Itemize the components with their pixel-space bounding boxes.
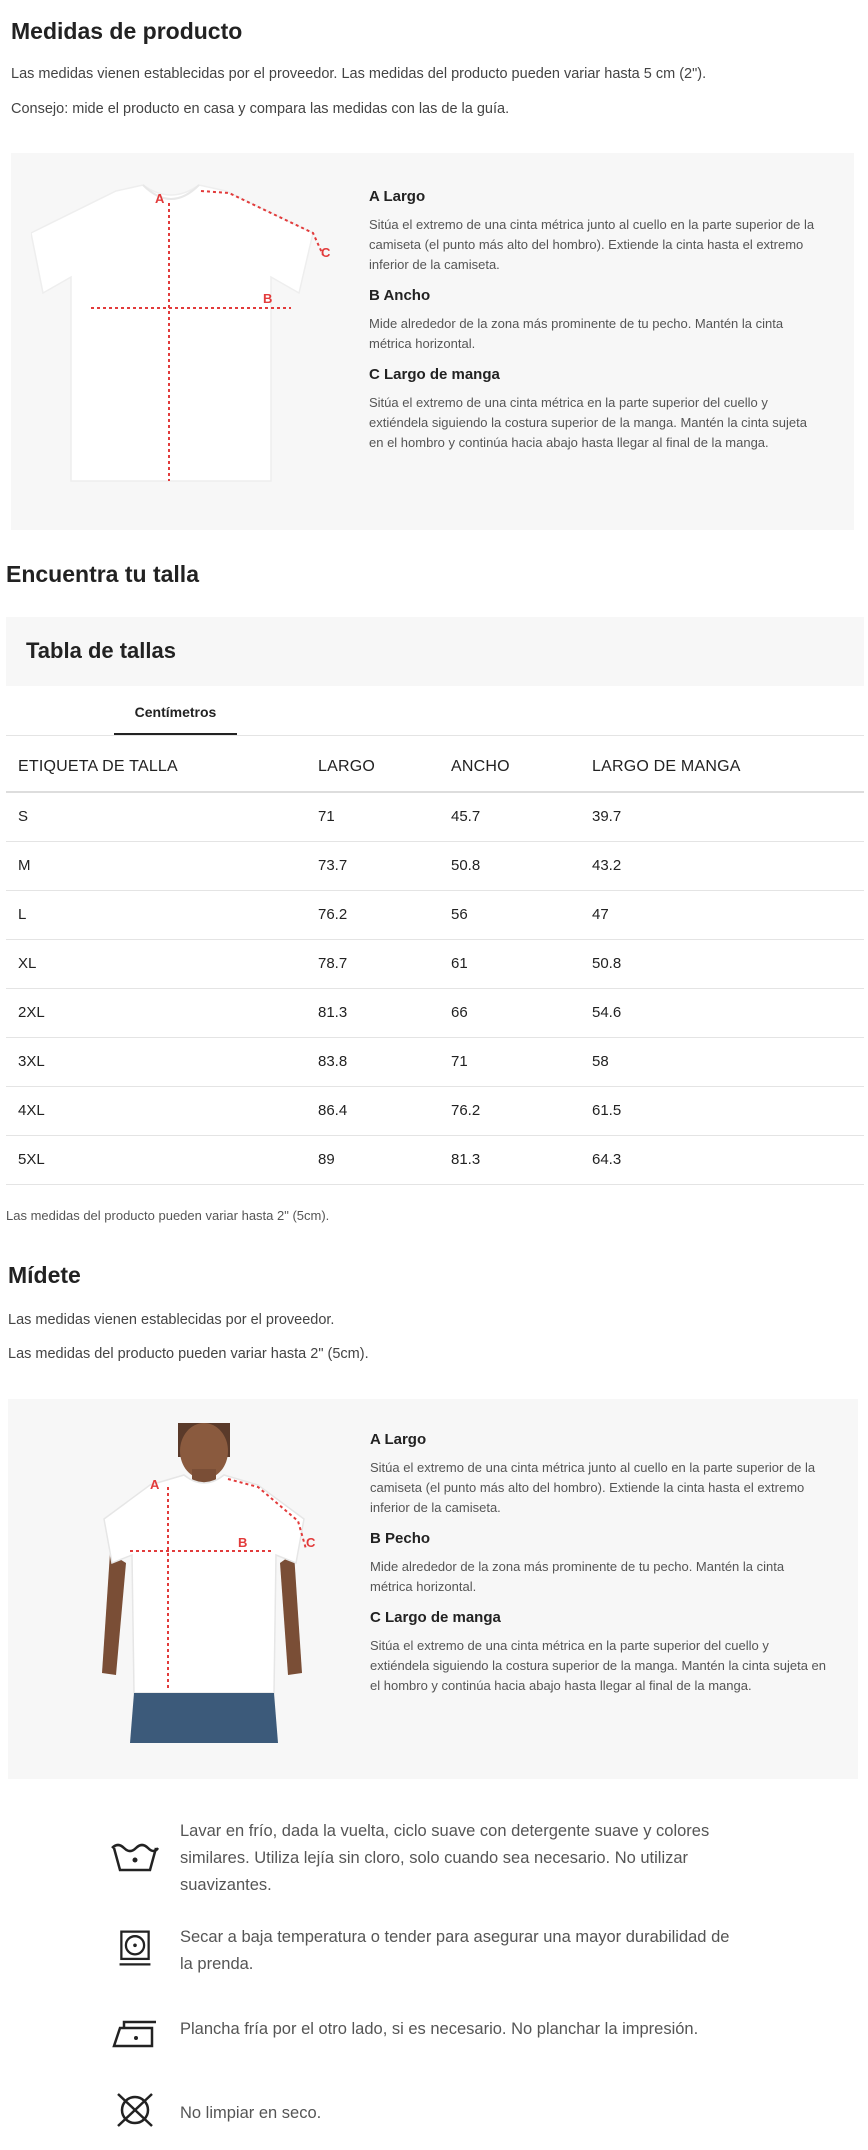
table-row [6,1135,864,1184]
cell-sleeve: 64.3 [580,1135,864,1184]
cell-size: L [6,890,306,939]
tab-divider [6,735,864,736]
cell-length: 73.7 [306,841,439,890]
guide-item-desc: Sitúa el extremo de una cinta métrica junto al cuello en la parte superior de la camiseta (el punto más alto del hombro). Extiende la cinta hasta el extremo inferior de la camiseta. [369,217,815,272]
table-header-row [6,743,864,792]
body-measure-guide [8,1399,858,1779]
cell-width: 56 [439,890,580,939]
table-row [6,890,864,939]
cell-size: S [6,792,306,841]
size-chart-header [6,617,864,686]
cell-sleeve: 61.5 [580,1086,864,1135]
cell-length: 71 [306,792,439,841]
tshirt-flat-diagram [31,173,351,503]
table-row [6,792,864,841]
care-item-dry [110,1924,750,1984]
guide-item-title: C Largo de manga [369,366,500,383]
size-table-note: Las medidas del producto pueden variar hasta 2" (5cm). [6,1208,330,1223]
cell-length: 83.8 [306,1037,439,1086]
diagram-label-c: C [306,1535,316,1550]
care-text: No limpiar en seco. [180,2104,322,2122]
cell-size: 2XL [6,988,306,1037]
cell-length: 76.2 [306,890,439,939]
cell-sleeve: 54.6 [580,988,864,1037]
cell-sleeve: 43.2 [580,841,864,890]
col-header-size: ETIQUETA DE TALLA [6,743,306,792]
measures-tip: Consejo: mide el producto en casa y compara las medidas con las de la guía. [11,101,510,117]
product-measure-guide [11,153,854,530]
cell-sleeve: 47 [580,890,864,939]
cell-width: 81.3 [439,1135,580,1184]
cell-size: M [6,841,306,890]
cell-length: 89 [306,1135,439,1184]
no-dry-clean-icon [110,2090,160,2130]
col-header-width: ANCHO [439,743,580,792]
cell-width: 66 [439,988,580,1037]
col-header-sleeve: LARGO DE MANGA [580,743,864,792]
table-row [6,1037,864,1086]
guide-item-desc: Mide alrededor de la zona más prominente de tu pecho. Mantén la cinta métrica horizontal. [369,316,784,351]
measure-yourself-p2: Las medidas del producto pueden variar hasta 2" (5cm). [8,1346,369,1362]
table-row [6,1086,864,1135]
table-row [6,939,864,988]
cell-size: 3XL [6,1037,306,1086]
guide-item-title: A Largo [369,188,426,205]
diagram-label-a: A [155,191,165,206]
table-row [6,841,864,890]
guide-item-title: A Largo [370,1431,427,1448]
measures-intro: Las medidas vienen establecidas por el proveedor. Las medidas del producto pueden variar hasta 5 cm (2"). [11,66,707,82]
cell-size: XL [6,939,306,988]
cell-sleeve: 58 [580,1037,864,1086]
cell-size: 5XL [6,1135,306,1184]
cell-size: 4XL [6,1086,306,1135]
care-item-iron [110,2016,750,2056]
cell-width: 45.7 [439,792,580,841]
care-item-dry-clean [110,2094,750,2134]
cell-length: 86.4 [306,1086,439,1135]
guide-item-title: B Pecho [370,1530,431,1547]
guide-item-title: B Ancho [369,287,431,304]
iron-low-icon [110,2014,160,2054]
cell-sleeve: 39.7 [580,792,864,841]
diagram-label-c: C [321,245,331,260]
measure-yourself-p1: Las medidas vienen establecidas por el proveedor. [8,1312,335,1328]
cell-width: 71 [439,1037,580,1086]
table-row [6,988,864,1037]
cell-length: 78.7 [306,939,439,988]
care-text: Plancha fría por el otro lado, si es necesario. No planchar la impresión. [180,2020,699,2038]
size-table [6,743,864,1185]
guide-item-desc: Sitúa el extremo de una cinta métrica en la parte superior del cuello y extiéndela siguiendo la costura superior de la manga. Mantén la cinta sujeta en el hombro y continúa hacia abajo hasta llegar al final de la manga. [370,1638,827,1693]
diagram-label-b: B [263,291,273,306]
wash-cold-icon [110,1838,160,1878]
diagram-label-a: A [150,1477,160,1492]
cell-width: 50.8 [439,841,580,890]
guide-item-desc: Mide alrededor de la zona más prominente de tu pecho. Mantén la cinta métrica horizontal. [370,1559,785,1594]
size-chart-title: Tabla de tallas [26,638,176,663]
col-header-length: LARGO [306,743,439,792]
guide-item-desc: Sitúa el extremo de una cinta métrica junto al cuello en la parte superior de la camiseta (el punto más alto del hombro). Extiende la cinta hasta el extremo inferior de la camiseta. [370,1460,816,1515]
diagram-label-b: B [238,1535,248,1550]
care-text: Lavar en frío, dada la vuelta, ciclo suave con detergente suave y colores similares. Utiliza lejía sin cloro, solo cuando sea necesario. No utilizar suavizantes. [180,1822,710,1894]
guide-item-title: C Largo de manga [370,1609,501,1626]
care-text: Secar a baja temperatura o tender para asegurar una mayor durabilidad de la prenda. [180,1928,730,1973]
cell-width: 76.2 [439,1086,580,1135]
guide-item-desc: Sitúa el extremo de una cinta métrica en la parte superior del cuello y extiéndela siguiendo la costura superior de la manga. Mantén la cinta sujeta en el hombro y continúa hacia abajo hasta llegar al final de la manga. [369,395,807,450]
care-item-wash [110,1818,750,1908]
cell-length: 81.3 [306,988,439,1037]
tumble-dry-low-icon [110,1928,160,1968]
model-tshirt-diagram [88,1423,328,1743]
cell-width: 61 [439,939,580,988]
cell-sleeve: 50.8 [580,939,864,988]
page-title: Medidas de producto [11,18,243,44]
measure-yourself-heading: Mídete [8,1262,81,1288]
tab-centimeters[interactable]: Centímetros [114,692,237,735]
find-size-heading: Encuentra tu talla [6,561,199,587]
